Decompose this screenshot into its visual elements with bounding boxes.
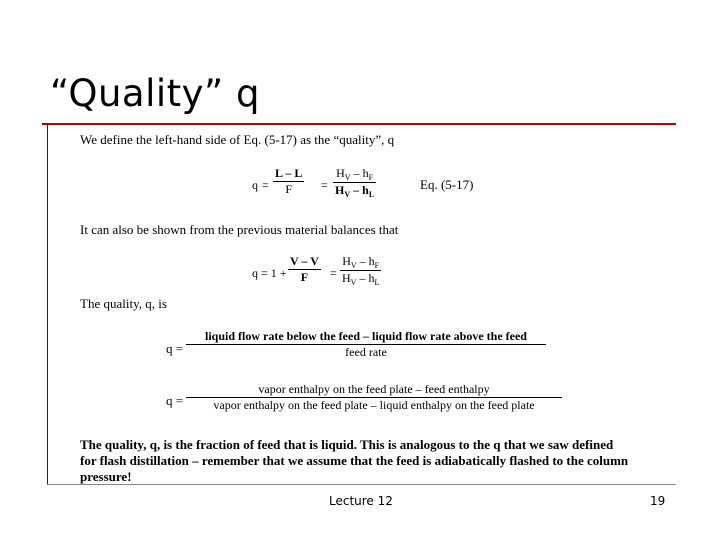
title-underline bbox=[42, 123, 676, 125]
eq4-denominator: vapor enthalpy on the feed plate – liquid enthalpy on the feed plate bbox=[213, 398, 535, 412]
eq1-fraction-2 bbox=[333, 166, 376, 199]
eq2-lhs: q = 1 + bbox=[252, 266, 287, 280]
paragraph-line-1: The quality, q, is the fraction of feed that is liquid. This is analogous to the q that we saw defined bbox=[80, 437, 614, 452]
page-number: 19 bbox=[650, 494, 666, 508]
eq1-q: q bbox=[252, 178, 258, 192]
eq1-f2-denominator: $H_V - h_L$ bbox=[335, 183, 375, 199]
eq2-fraction-1 bbox=[288, 254, 321, 285]
eq1-f1-denominator: F bbox=[285, 182, 293, 196]
eq2-f1-denominator: F bbox=[300, 270, 309, 284]
eq1-fraction-1 bbox=[273, 166, 304, 197]
material-balance-line: It can also be shown from the previous material balances that bbox=[80, 222, 399, 237]
eq4-lhs: q = bbox=[166, 393, 184, 408]
eq2-f2-numerator: $H_V - h_F$ bbox=[340, 254, 381, 271]
quality-intro-line: The quality, q, is bbox=[80, 296, 167, 311]
eq3-denominator: feed rate bbox=[345, 345, 387, 359]
eq2-equals: = bbox=[330, 266, 337, 280]
eq1-reference: Eq. (5-17) bbox=[420, 177, 474, 192]
content-left-border bbox=[47, 123, 48, 484]
eq1-equals-2: = bbox=[321, 178, 328, 192]
eq1-equals: = bbox=[262, 178, 269, 192]
intro-line: We define the left-hand side of Eq. (5-17) as the “quality”, q bbox=[80, 132, 395, 147]
paragraph-line-3: pressure! bbox=[80, 469, 132, 484]
eq2-fraction-2 bbox=[340, 254, 381, 287]
footer-lecture: Lecture 12 bbox=[329, 494, 393, 508]
content-bottom-border bbox=[47, 484, 676, 485]
eq3-numerator: liquid flow rate below the feed – liquid flow rate above the feed bbox=[186, 329, 546, 345]
eq1-f2-numerator: $H_V - h_F$ bbox=[333, 166, 376, 183]
slide-title: “Quality” q bbox=[50, 72, 260, 115]
eq3-lhs: q = bbox=[166, 341, 184, 356]
eq1-f1-numerator: L – L bbox=[275, 166, 303, 180]
eq2-f1-numerator: V – V bbox=[290, 254, 319, 268]
eq2-f2-denominator: $H_V - h_L$ bbox=[342, 271, 380, 287]
eq4-numerator: vapor enthalpy on the feed plate – feed enthalpy bbox=[186, 382, 562, 398]
eq4-fraction bbox=[186, 382, 562, 413]
eq3-fraction bbox=[186, 329, 546, 360]
paragraph-line-2: for flash distillation – remember that we assume that the feed is adiabatically flashed to the column bbox=[80, 453, 629, 468]
